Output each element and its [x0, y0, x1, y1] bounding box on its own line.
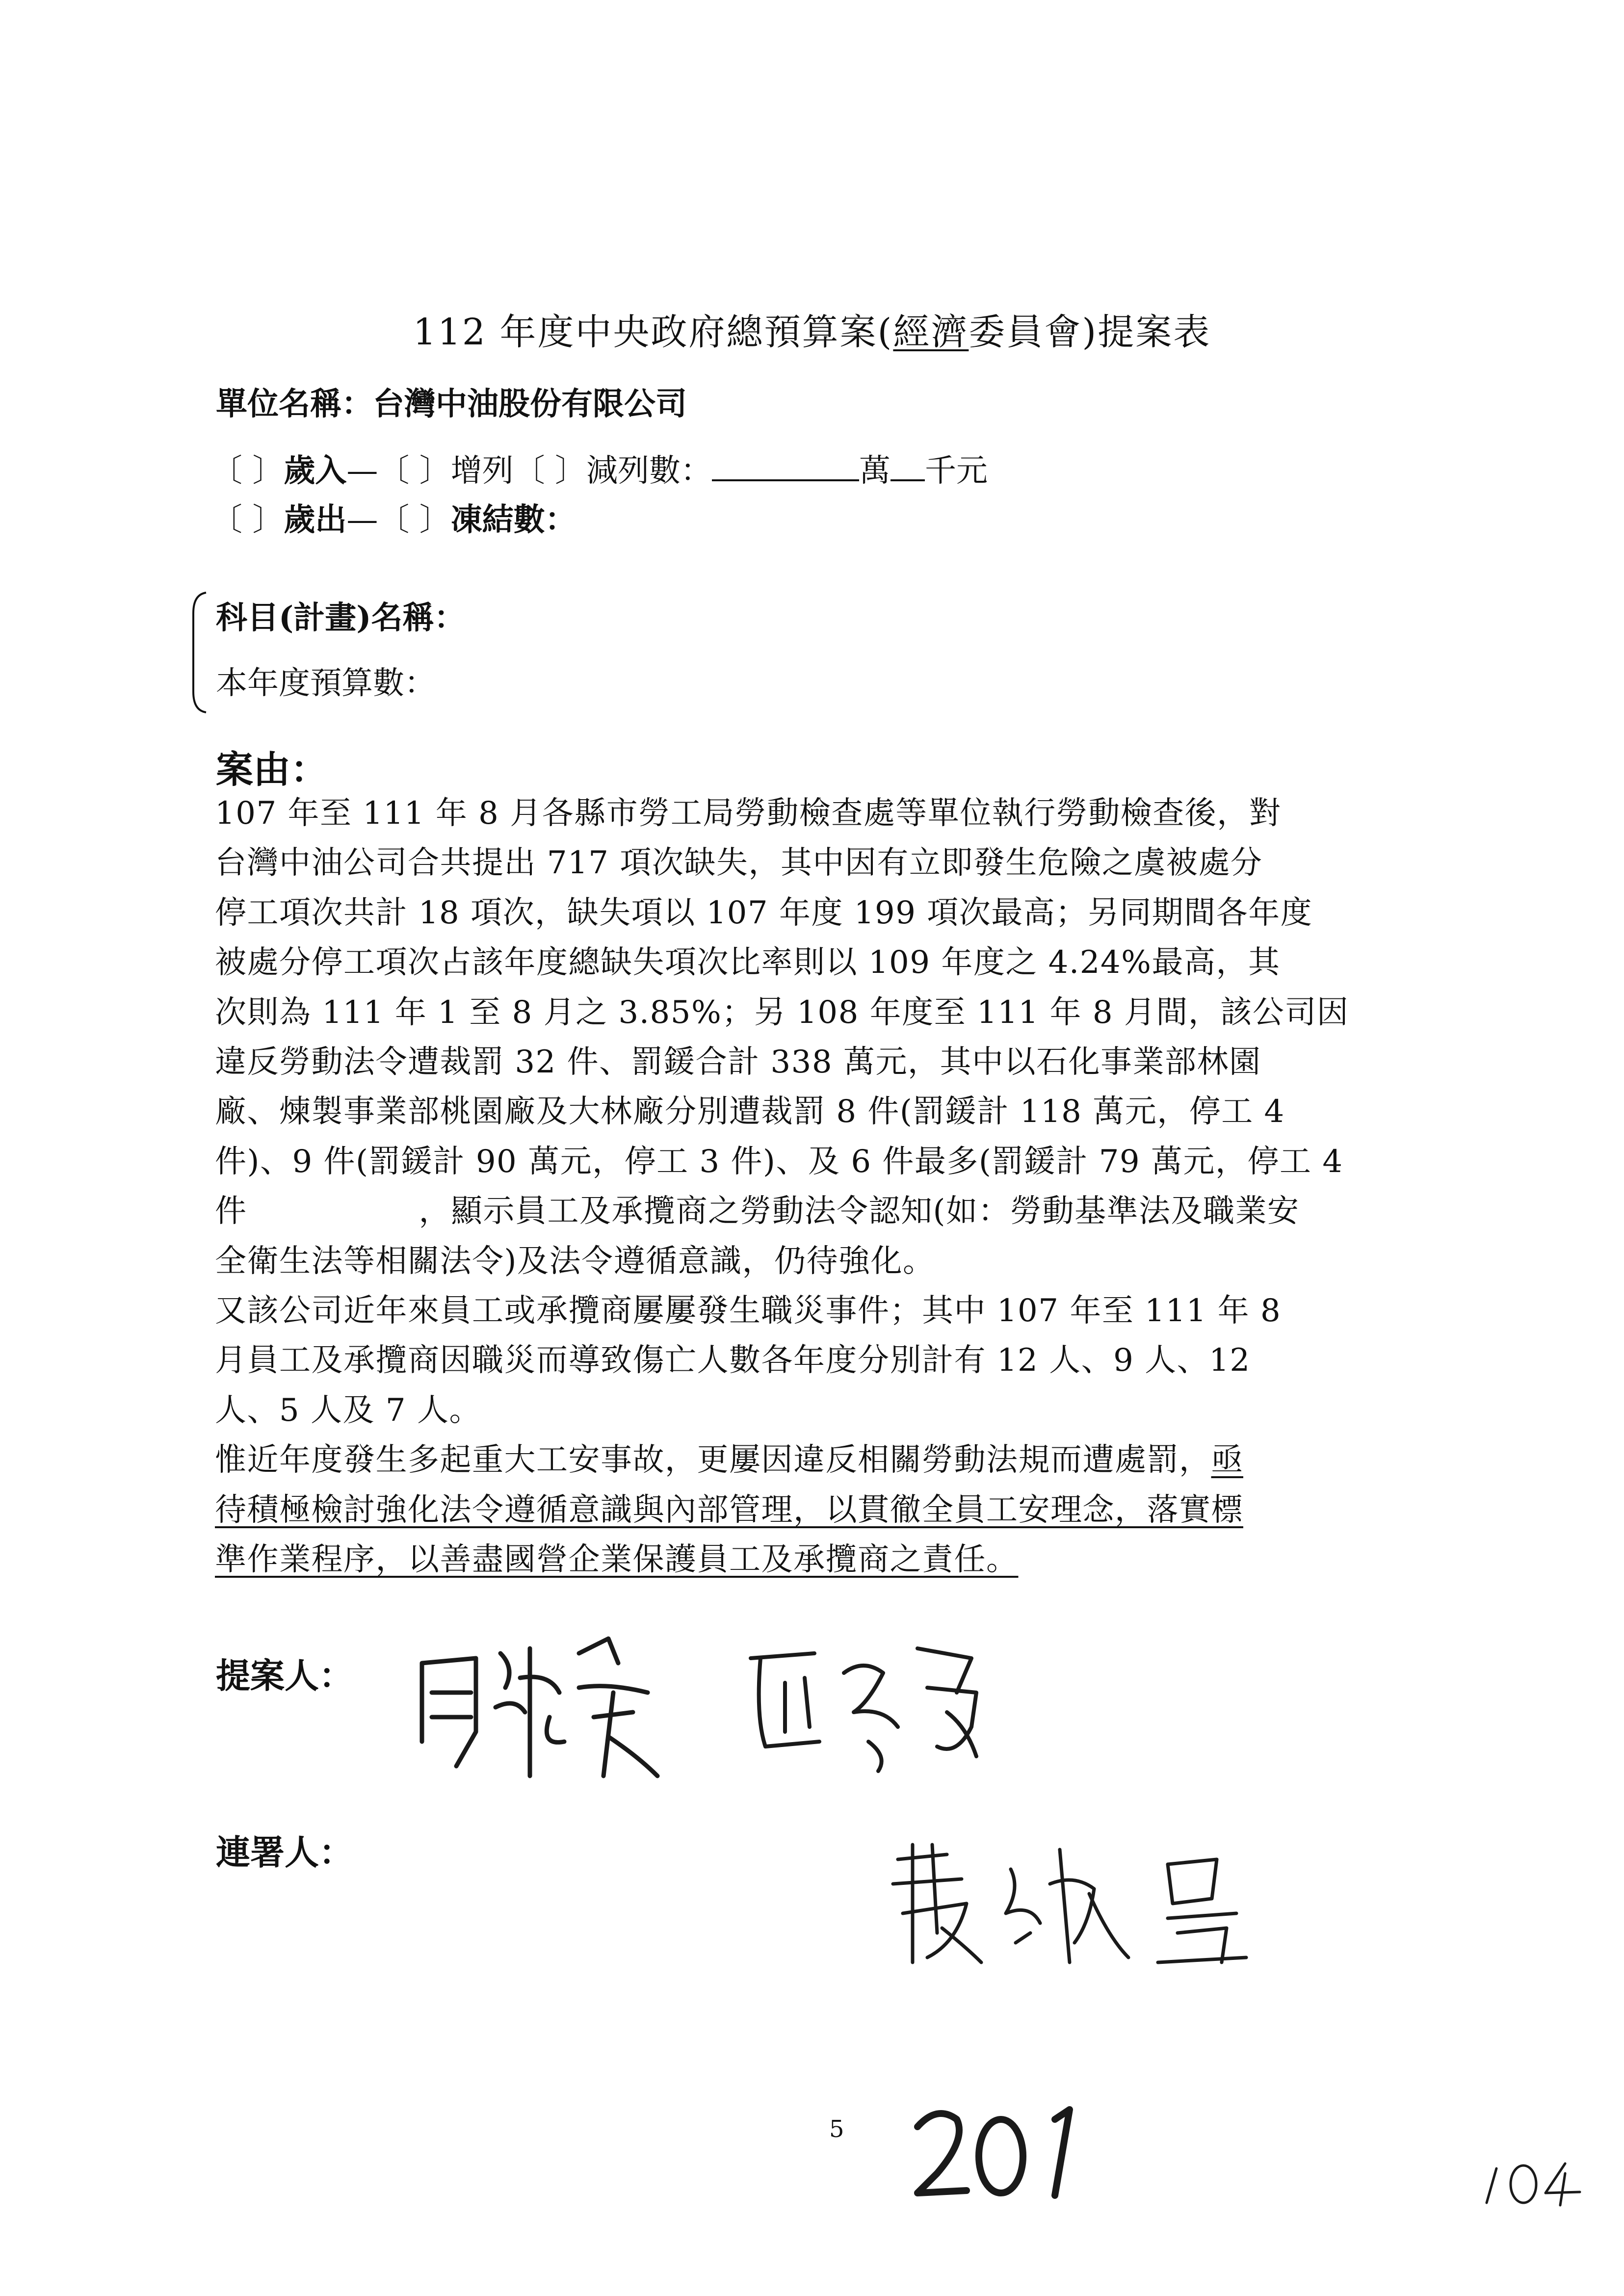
- reason-line: [215, 1435, 1441, 1485]
- amount-wan-blank: [712, 474, 859, 481]
- budget-label: 本年度預算數：: [216, 665, 436, 702]
- reason-line: 違反勞動法令遭裁罰 32 件、罰鍰合計 338 萬元，其中以石化事業部林園: [215, 1044, 1261, 1081]
- unit-label: 單位名稱：: [216, 386, 373, 422]
- reason-underlined-line: 待積極檢討強化法令遵循意識與內部管理，以貫徹全員工安理念，落實標: [215, 1491, 1243, 1528]
- reason-line: 台灣中油公司合共提出 717 項次缺失，其中因有立即發生危險之虞被處分: [215, 845, 1263, 882]
- expenditure-row: [211, 501, 576, 539]
- decrease-bracket: 〔 〕: [513, 453, 587, 489]
- unit-wan: 萬: [859, 453, 891, 489]
- reason-line: [215, 1187, 1441, 1236]
- reason-line: 月員工及承攬商因職災而導致傷亡人數各年度分別計有 12 人、9 人、12: [215, 1342, 1251, 1379]
- revenue-dash: —: [346, 453, 378, 489]
- reason-last-underlined: 亟: [1211, 1442, 1243, 1479]
- document-title: [0, 303, 1624, 355]
- unit-value: 台灣中油股份有限公司: [373, 386, 687, 422]
- revenue-bracket: 〔 〕: [211, 453, 284, 489]
- title-suffix: 委員會)提案表: [969, 311, 1211, 353]
- reason-line: 廠、煉製事業部桃園廠及大林廠分別遭裁罰 8 件(罰鍰計 118 萬元，停工 4: [215, 1094, 1285, 1130]
- cosigner-signature: [883, 1815, 1285, 1982]
- unit-name-row: [216, 386, 687, 423]
- reason-line: 107 年至 111 年 8 月各縣市勞工局勞動檢查處等單位執行勞動檢查後，對: [215, 795, 1282, 832]
- reason-body: [215, 789, 1441, 1585]
- reason-last-plain: 惟近年度發生多起重大工安事故，更屢因違反相關勞動法規而遭處罰，: [215, 1442, 1211, 1479]
- title-underlined: 經濟: [893, 311, 969, 353]
- reason-line: 全衛生法等相關法令)及法令遵循意識，仍待強化。: [215, 1243, 935, 1279]
- proposer-signature-2: [741, 1629, 996, 1776]
- cosigner-label: 連署人：: [216, 1832, 353, 1873]
- reason-line: 件)、9 件(罰鍰計 90 萬元，停工 3 件)、及 6 件最多(罰鍰計 79 萬元，停工 4: [215, 1143, 1343, 1180]
- reason-line9-rest: ，顯示員工及承攬商之勞動法令認知(如：勞動基準法及職業安: [419, 1193, 1300, 1230]
- reason-line: 人、5 人及 7 人。: [215, 1392, 481, 1429]
- page-number: 5: [829, 2115, 844, 2143]
- expenditure-dash: —: [346, 502, 378, 538]
- title-prefix: 112 年度中央政府總預算案(: [413, 311, 893, 353]
- freeze-bracket: 〔 〕: [378, 502, 451, 538]
- revenue-label: 歲入: [284, 452, 347, 489]
- reason-line: 停工項次共計 18 項次，缺失項以 107 年度 199 項次最高；另同期間各年度: [215, 894, 1313, 931]
- decrease-label: 減列數：: [586, 453, 712, 489]
- left-brace-icon: [186, 589, 216, 716]
- expenditure-label: 歲出: [284, 501, 347, 538]
- revenue-row: [211, 452, 988, 490]
- freeze-label: 凍結數：: [450, 501, 576, 538]
- reason-line: 次則為 111 年 1 至 8 月之 3.85%；另 108 年度至 111 年 8 月間，該公司因: [215, 994, 1349, 1031]
- reason-line9-start: 件: [215, 1193, 247, 1230]
- expenditure-bracket: 〔 〕: [211, 502, 284, 538]
- handwritten-corner-104: [1482, 2154, 1599, 2208]
- increase-bracket: 〔 〕: [378, 453, 451, 489]
- subject-label: 科目(計畫)名稱：: [216, 600, 466, 636]
- reason-line: 被處分停工項次占該年度總缺失項次比率則以 109 年度之 4.24%最高，其: [215, 944, 1281, 981]
- amount-qian-blank: [891, 474, 925, 481]
- unit-qianyuan: 千元: [925, 453, 988, 489]
- proposer-label: 提案人：: [216, 1655, 353, 1696]
- reason-line: 又該公司近年來員工或承攬商屢屢發生職災事件；其中 107 年至 111 年 8: [215, 1293, 1282, 1330]
- reason-heading: 案由：: [216, 748, 328, 791]
- handwritten-number-201: [908, 2100, 1094, 2203]
- increase-label: 增列: [450, 453, 514, 489]
- proposer-signature-1: [402, 1619, 677, 1805]
- reason-underlined-line: 準作業程序，以善盡國營企業保護員工及承攬商之責任。: [215, 1541, 1019, 1578]
